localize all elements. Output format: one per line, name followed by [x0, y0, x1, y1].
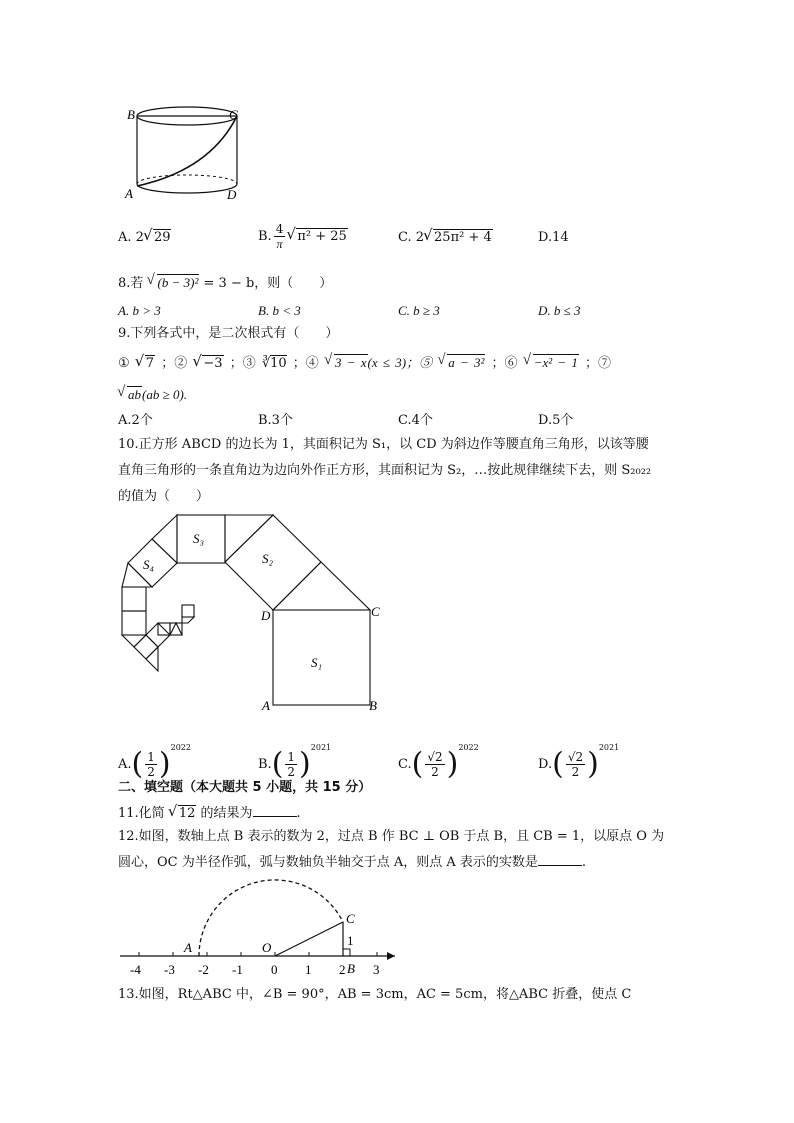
- label-c: C: [346, 911, 355, 926]
- label-c: C: [229, 107, 238, 122]
- q8-option-a: A. b > 3: [118, 303, 161, 318]
- q9-option-c: C.4个: [398, 413, 433, 428]
- tick-label: 0: [271, 962, 278, 977]
- q11-stem: 11.化简 √ 12 的结果为 .: [118, 804, 301, 823]
- q7-option-b: B. $\frac{4}{\pi}$ √ π² + 25: [258, 222, 348, 251]
- label-c: C: [371, 604, 380, 619]
- tick-label: 3: [373, 962, 380, 977]
- q9-option-a: A.2个: [118, 413, 153, 428]
- section-heading: 二、填空题（本大题共 5 小题，共 15 分）: [118, 780, 372, 795]
- q12-line-1: 12.如图，数轴上点 B 表示的数为 2，过点 B 作 BC ⊥ OB 于点 B，且 CB = 1，以原点 O 为: [118, 829, 665, 844]
- q10-line-2: 直角三角形的一条直角边为边向外作正方形，其面积记为 S₂，…按此规律继续下去，则 S₂₀₂₂: [118, 463, 652, 478]
- label-o: O: [262, 940, 272, 955]
- q10-line-1: 10.正方形 ABCD 的边长为 1，其面积记为 S₁，以 CD 为斜边作等腰直角三角形，以该等腰: [118, 437, 649, 452]
- q8-option-c: C. b ≥ 3: [398, 303, 440, 318]
- tick-label: -4: [130, 962, 141, 977]
- q10-option-d: D.( $\frac{√2}{2}$ )$^{2021}$: [538, 743, 620, 782]
- label-b: B: [127, 107, 135, 122]
- label-s3: S₃: [193, 531, 205, 546]
- label-a: A: [125, 186, 133, 201]
- label-b: B: [347, 961, 355, 976]
- q9-option-d: D.5个: [538, 413, 574, 428]
- tick-label: 2: [339, 962, 346, 977]
- q9-item-7: √ ab(ab ≥ 0).: [118, 386, 187, 405]
- q8-option-d: D. b ≤ 3: [538, 303, 581, 318]
- label-d: D: [227, 187, 237, 202]
- q10-option-c: C.( $\frac{√2}{2}$ )$^{2022}$: [398, 743, 479, 782]
- q10-line-3: 的值为（ ）: [118, 489, 210, 504]
- q7-option-a: A. 2√ 29: [118, 229, 171, 247]
- label-b: B: [369, 698, 377, 713]
- label-s2: S₂: [262, 551, 274, 566]
- label-one: 1: [347, 933, 354, 948]
- q8-stem: 8.若 √ (b − 3)² = 3 − b，则（ ）: [118, 274, 332, 293]
- label-s4: S₄: [143, 557, 155, 572]
- q8-option-b: B. b < 3: [258, 303, 301, 318]
- q9-items: ① √ 7 ；② √ −3 ；③ ∛10 ；④ √ 3 − x(x ≤ 3)；⑤ √ a − 3² ；⑥ √ −x² − 1 ；⑦: [118, 354, 611, 373]
- q7-option-d: D.14: [538, 230, 569, 245]
- tick-label: -3: [164, 962, 175, 977]
- tick-label: -2: [198, 962, 209, 977]
- tick-label: -1: [232, 962, 243, 977]
- q9-stem: 9.下列各式中，是二次根式有（ ）: [118, 326, 339, 341]
- q12-line-2: 圆心，OC 为半径作弧，弧与数轴负半轴交于点 A，则点 A 表示的实数是 .: [118, 855, 587, 870]
- q9-option-b: B.3个: [258, 413, 293, 428]
- label-s1: S₁: [311, 655, 323, 670]
- q11-answer-blank[interactable]: [253, 804, 297, 817]
- q12-answer-blank[interactable]: [538, 853, 582, 866]
- q7-option-c: C. 2√ 25π² + 4: [398, 229, 493, 247]
- tick-label: 1: [305, 962, 312, 977]
- q10-option-a: A.( $\frac{1}{2}$ )$^{2022}$: [118, 743, 191, 782]
- q10-option-b: B.( $\frac{1}{2}$ )$^{2021}$: [258, 743, 332, 782]
- label-a: A: [262, 698, 270, 713]
- label-a: A: [184, 940, 192, 955]
- q13-line: 13.如图，Rt△ABC 中，∠B = 90°，AB = 3cm，AC = 5cm，将△ABC 折叠，使点 C: [118, 987, 632, 1002]
- label-d: D: [261, 608, 271, 623]
